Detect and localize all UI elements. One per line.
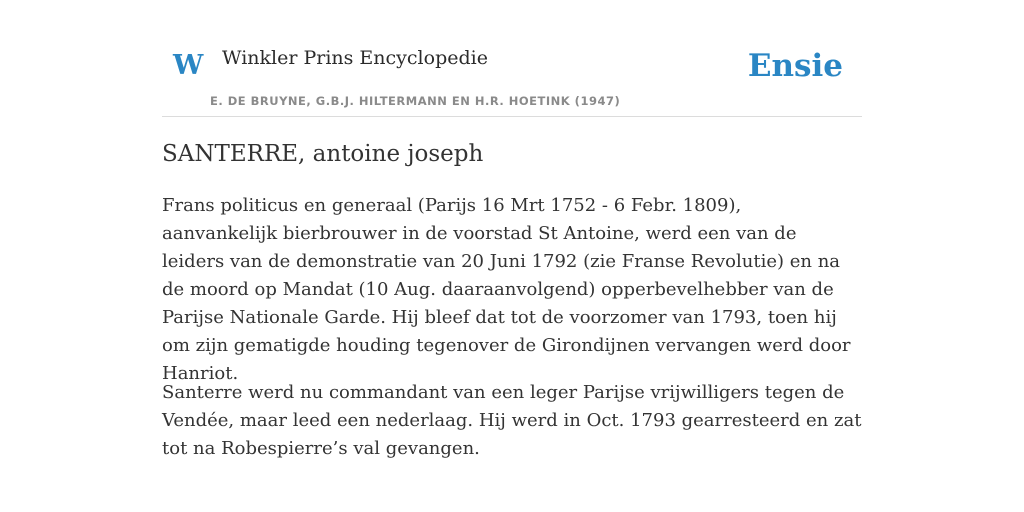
source-title[interactable]: Winkler Prins Encyclopedie — [222, 47, 488, 69]
entry-card — [162, 0, 862, 459]
entry-title: SANTERRE, antoine joseph — [162, 141, 484, 167]
winkler-prins-logo[interactable]: W — [173, 50, 204, 81]
ensie-logo[interactable]: Ensie — [747, 48, 843, 84]
source-header — [162, 0, 862, 117]
entry-paragraph-1: Frans politicus en generaal (Parijs 16 Mrt 1752 - 6 Febr. 1809), aanvankelijk bierbrouwer in de voorstad St Antoine, werd een van de leiders van de demonstratie van 20 Juni 1792 (zie Franse Revolutie) en na de moord op Mandat (10 Aug. daaraanvolgend) opperbevelhebber van de Parijse Nationale Garde. Hij bleef dat tot de voorzomer van 1793, toen hij om zijn gematigde houding tegenover de Girondijnen vervangen werd door Hanriot. — [162, 195, 851, 384]
source-authors: E. DE BRUYNE, G.B.J. HILTERMANN EN H.R. HOETINK (1947) — [210, 94, 621, 108]
entry-paragraph-2: Santerre werd nu commandant van een leger Parijse vrijwilligers tegen de Vendée, maar leed een nederlaag. Hij werd in Oct. 1793 gearresteerd en zat tot na Robespierre’s val gevangen. — [162, 382, 862, 459]
